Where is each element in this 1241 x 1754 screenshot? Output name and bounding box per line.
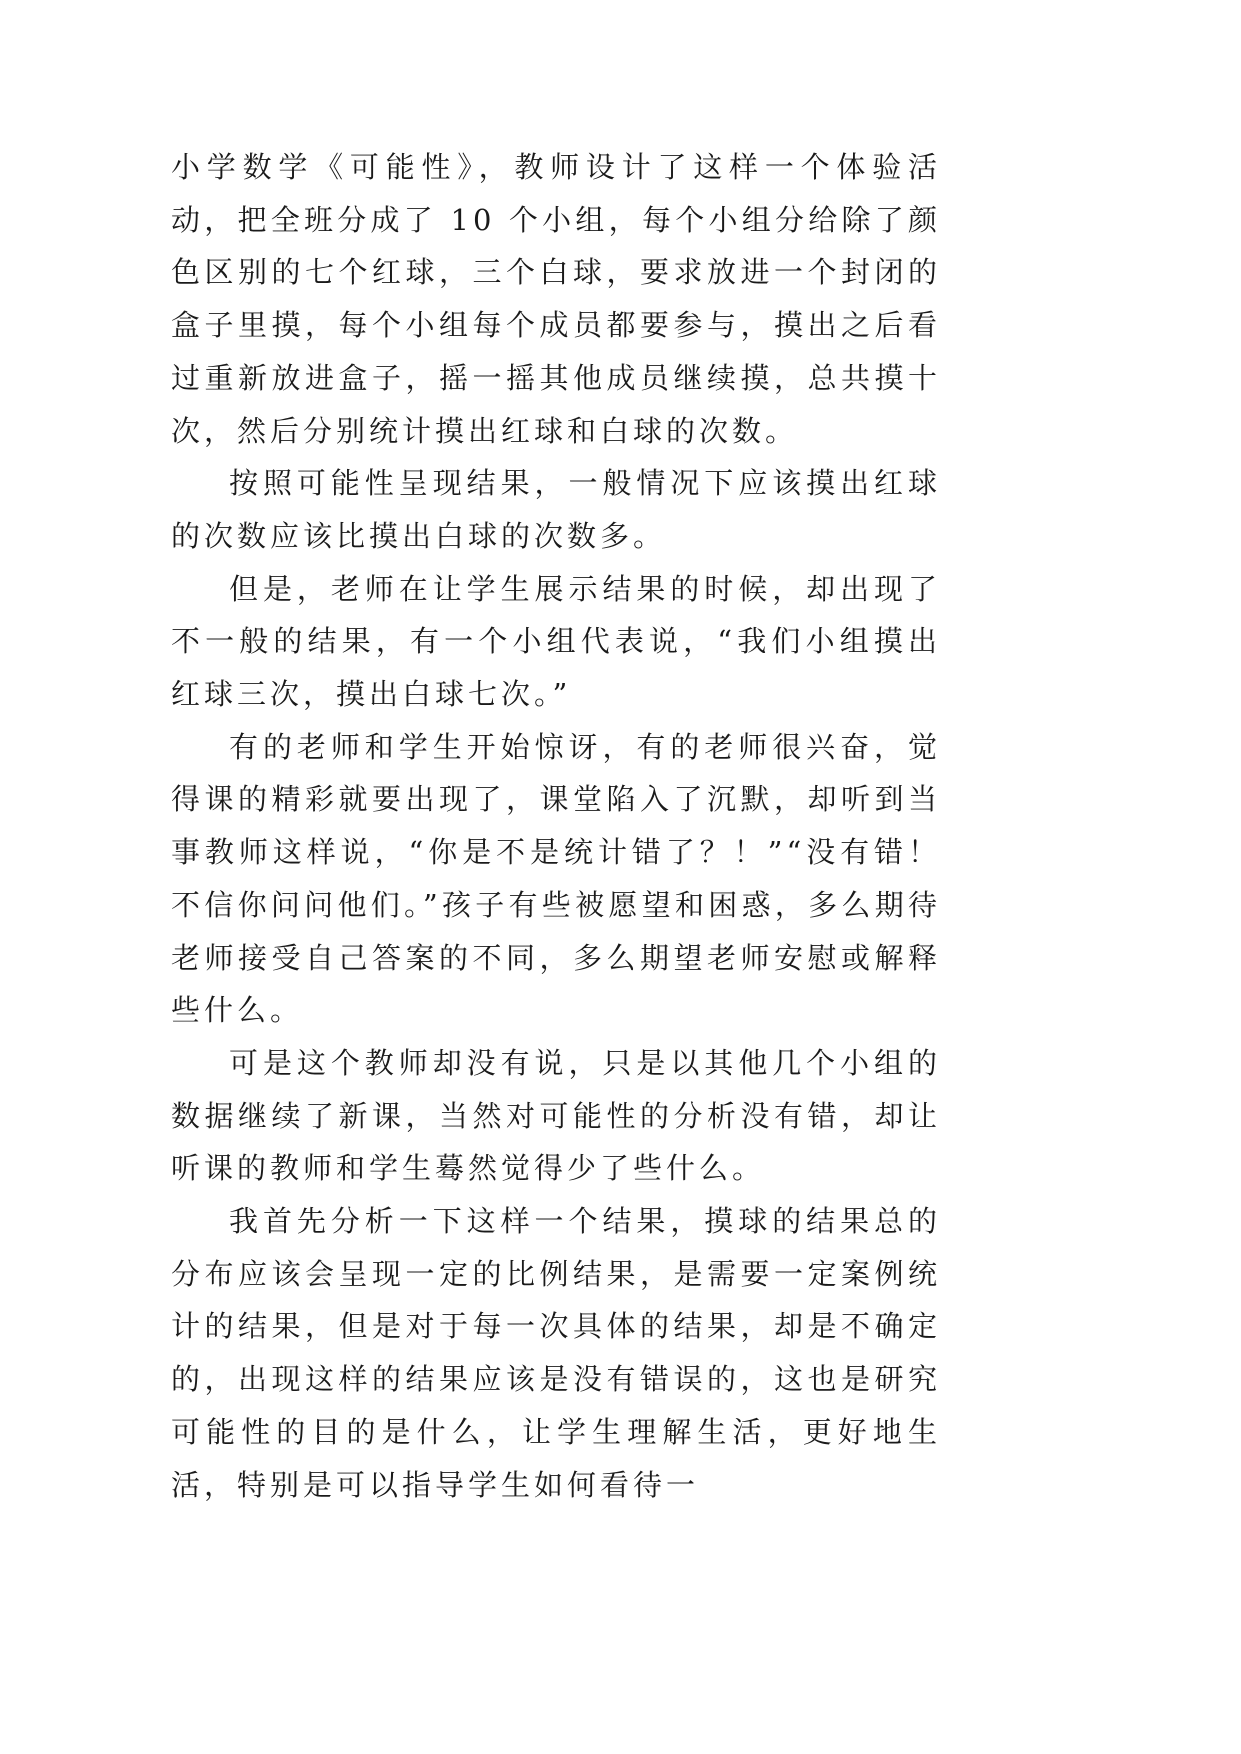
document-body — [171, 141, 941, 1511]
paragraph-2: 按照可能性呈现结果，一般情况下应该摸出红球的次数应该比摸出白球的次数多。 — [171, 466, 941, 553]
paragraph-3: 但是，老师在让学生展示结果的时候，却出现了不一般的结果，有一个小组代表说，“我们小组摸出红球三次，摸出白球七次。” — [171, 571, 941, 712]
paragraph-6: 我首先分析一下这样一个结果，摸球的结果总的分布应该会呈现一定的比例结果，是需要一定案例统计的结果，但是对于每一次具体的结果，却是不确定的，出现这样的结果应该是没有错误的，这也是研究可能性的目的是什么，让学生理解生活，更好地生活，特别是可以指导学生如何看待一 — [171, 1204, 941, 1502]
paragraph-5: 可是这个教师却没有说，只是以其他几个小组的数据继续了新课，当然对可能性的分析没有错，却让听课的教师和学生蓦然觉得少了些什么。 — [171, 1045, 941, 1186]
paragraph-1: 小学数学《可能性》，教师设计了这样一个体验活动，把全班分成了 10 个小组，每个小组分给除了颜色区别的七个红球，三个白球，要求放进一个封闭的盒子里摸，每个小组每个成员都要参与，摸出之后看过重新放进盒子，摇一摇其他成员继续摸，总共摸十次，然后分别统计摸出红球和白球的次数。 — [171, 150, 941, 448]
paragraph-4: 有的老师和学生开始惊讶，有的老师很兴奋，觉得课的精彩就要出现了，课堂陷入了沉默，却听到当事教师这样说，“你是不是统计错了？！”“没有错！不信你问问他们。”孩子有些被愿望和困惑，多么期待老师接受自己答案的不同，多么期望老师安慰或解释些什么。 — [171, 729, 941, 1028]
